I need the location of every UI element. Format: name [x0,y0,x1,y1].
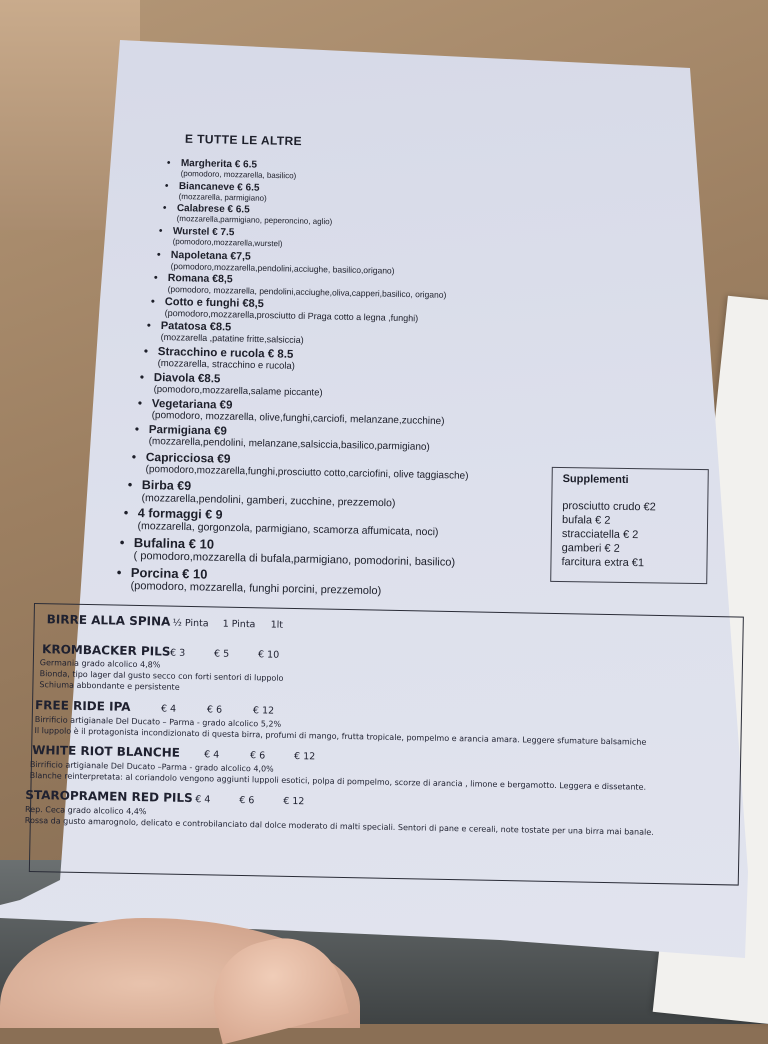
bullet-icon: • [137,397,143,410]
pizza-item [156,248,395,276]
pizza-name: Capricciosa €9 [145,450,231,466]
bullet-icon: • [116,564,122,580]
pizza-name: Porcina € 10 [130,565,208,582]
pizza-ingredients: (mozzarella, gorgonzola, parmigiano, scamorza affumicata, noci) [137,519,439,539]
pizza-name: Romana €8,5 [167,272,233,286]
bullet-icon: • [158,225,163,237]
beer-price: € 12 [293,751,316,763]
beer-name: FREE RIDE IPA [34,698,131,714]
pizza-name: Stracchino e rucola € 8.5 [157,346,294,361]
pizza-name: Napoletana €7,5 [170,249,251,263]
pizza-ingredients: (pomodoro, mozzarella, basilico) [180,168,297,181]
size-liter: 1lt [270,619,284,631]
beer-desc: Bionda, tipo lager dal gusto secco con forti sentori di luppolo [39,669,284,683]
pizza-name: Wurstel € 7.5 [172,226,235,239]
bullet-icon: • [164,180,169,192]
pizza-name: Bufalina € 10 [133,535,215,552]
bullet-icon: • [131,449,137,464]
supplement-item: prosciutto crudo €2 [562,500,656,514]
pizza-ingredients: (pomodoro, mozzarella, pendolini,acciughe,oliva,capperi,basilico, origano) [167,283,447,300]
pizza-ingredients: (pomodoro,mozzarella,prosciutto di Praga cotto a legna ,funghi) [164,307,419,324]
beer-desc: Birrificio artigianale Del Ducato – Parma - grado alcolico 5,2% [34,715,282,729]
bullet-icon: • [162,202,167,214]
beer-price: € 12 [283,795,305,808]
supplements-box [550,467,709,584]
beer-header: BIRRE ALLA SPINA [46,612,171,629]
pizza-item [166,157,297,181]
bullet-icon: • [146,319,151,332]
pizza-ingredients: (mozzarella,parmigiano, peperoncino, aglio) [176,213,333,227]
menu-title: E TUTTE LE ALTRE [184,131,303,149]
beer-box [24,603,744,886]
beer-desc: Birrificio artigianale Del Ducato –Parma - grado alcolico 4,0% [29,759,274,774]
pizza-name: 4 formaggi € 9 [137,506,223,522]
pizza-ingredients: (mozzarella,pendolini, gamberi, zucchine, prezzemolo) [141,491,396,510]
supplements-title: Supplementi [562,473,629,486]
size-pint: 1 Pinta [222,618,256,631]
pizza-item [162,202,333,227]
pizza-item [127,477,396,510]
pizza-name: Diavola €8.5 [153,372,221,386]
pizza-name: Birba €9 [141,478,192,494]
pizza-name: Cotto e funghi €8,5 [164,296,264,311]
beer-price: € 6 [250,750,266,762]
pizza-item [146,319,304,345]
pizza-ingredients: (pomodoro, mozzarella, funghi porcini, prezzemolo) [130,579,382,598]
beer-price: € 12 [252,705,275,717]
pizza-item [116,564,382,598]
beer-desc: Rep. Ceca grado alcolico 4,4% [24,804,147,817]
beer-desc: Il luppolo è il protagonista incondizionato di questa birra, profumi di mango, frutta tropicale, pompelmo e arancia amara. Leggere sfumature balsamiche [34,726,647,747]
beer-price: € 4 [195,794,211,806]
pizza-ingredients: (pomodoro,mozzarella,pendolini,acciughe, basilico,origano) [170,260,395,276]
pizza-ingredients: ( pomodoro,mozzarella di bufala,parmigiano, pomodorini, basilico) [133,549,456,569]
supplement-item: bufala € 2 [561,514,611,527]
beer-price: € 5 [213,648,230,660]
bullet-icon: • [143,345,149,358]
pizza-ingredients: (mozzarella ,patatine fritte,salsiccia) [160,331,304,345]
beer-price: € 10 [257,649,280,661]
beer-desc: Germania grado alcolico 4,8% [39,658,161,670]
pizza-item [158,225,283,249]
pizza-ingredients: (pomodoro,mozzarella,salame piccante) [153,383,323,399]
beer-name: KROMBACKER PILS [41,642,171,659]
pizza-name: Margherita € 6.5 [180,158,258,171]
beer-name: STAROPRAMEN RED PILS [25,787,193,806]
beer-desc: Schiuma abbondante e persistente [39,680,180,692]
pizza-name: Patatosa €8.5 [160,320,232,334]
pizza-item [139,371,323,399]
beer-desc: Rossa da gusto amarognolo, delicato e controbilanciato dal dolce moderato di malti speciali. Sentori di pane e cereali, note tostate per una birra mai banale. [24,815,654,837]
pizza-name: Vegetariana €9 [151,398,233,412]
pizza-ingredients: (mozzarella, stracchino e rucola) [157,357,295,372]
bullet-icon: • [150,295,155,308]
pizza-ingredients: (pomodoro,mozzarella,funghi,prosciutto cotto,carciofini, olive taggiasche) [145,463,469,482]
bullet-icon: • [134,423,140,436]
bullet-icon: • [127,477,133,492]
beer-price: € 6 [206,704,223,716]
size-half-pint: ½ Pinta [172,617,209,630]
beer-price: € 4 [204,749,220,761]
pizza-item [164,180,267,203]
pizza-name: Calabrese € 6.5 [176,203,250,216]
pizza-ingredients: (mozzarella, parmigiano) [178,191,267,203]
pizza-ingredients: (pomodoro,mozzarella,wurstel) [172,236,283,249]
bullet-icon: • [166,157,171,169]
supplement-item: farcitura extra €1 [561,556,645,570]
bullet-icon: • [139,371,145,384]
pizza-ingredients: (mozzarella,pendolini, melanzane,salsiccia,basilico,parmigiano) [148,435,430,453]
beer-price: € 4 [160,703,177,715]
bullet-icon: • [119,534,125,550]
pizza-name: Parmigiana €9 [148,424,227,438]
supplement-item: gamberi € 2 [561,542,620,555]
beer-name: WHITE RIOT BLANCHE [32,742,181,760]
beer-desc: Blanche reinterpretata: al coriandolo vengono aggiunti luppoli esotici, polpa di pompelmo, scorze di arancia , limone e bergamotto. Leggera e dissetante. [29,770,647,792]
beer-price: € 3 [169,647,186,659]
pizza-ingredients: (pomodoro, mozzarella, olive,funghi,carciofi, melanzane,zucchine) [151,409,445,428]
bullet-icon: • [156,248,161,261]
bullet-icon: • [153,271,158,284]
pizza-item [143,345,296,372]
pizza-name: Biancaneve € 6.5 [178,181,260,194]
beer-price: € 6 [239,794,255,807]
supplement-item: stracciatella € 2 [561,528,639,542]
bullet-icon: • [123,505,129,520]
